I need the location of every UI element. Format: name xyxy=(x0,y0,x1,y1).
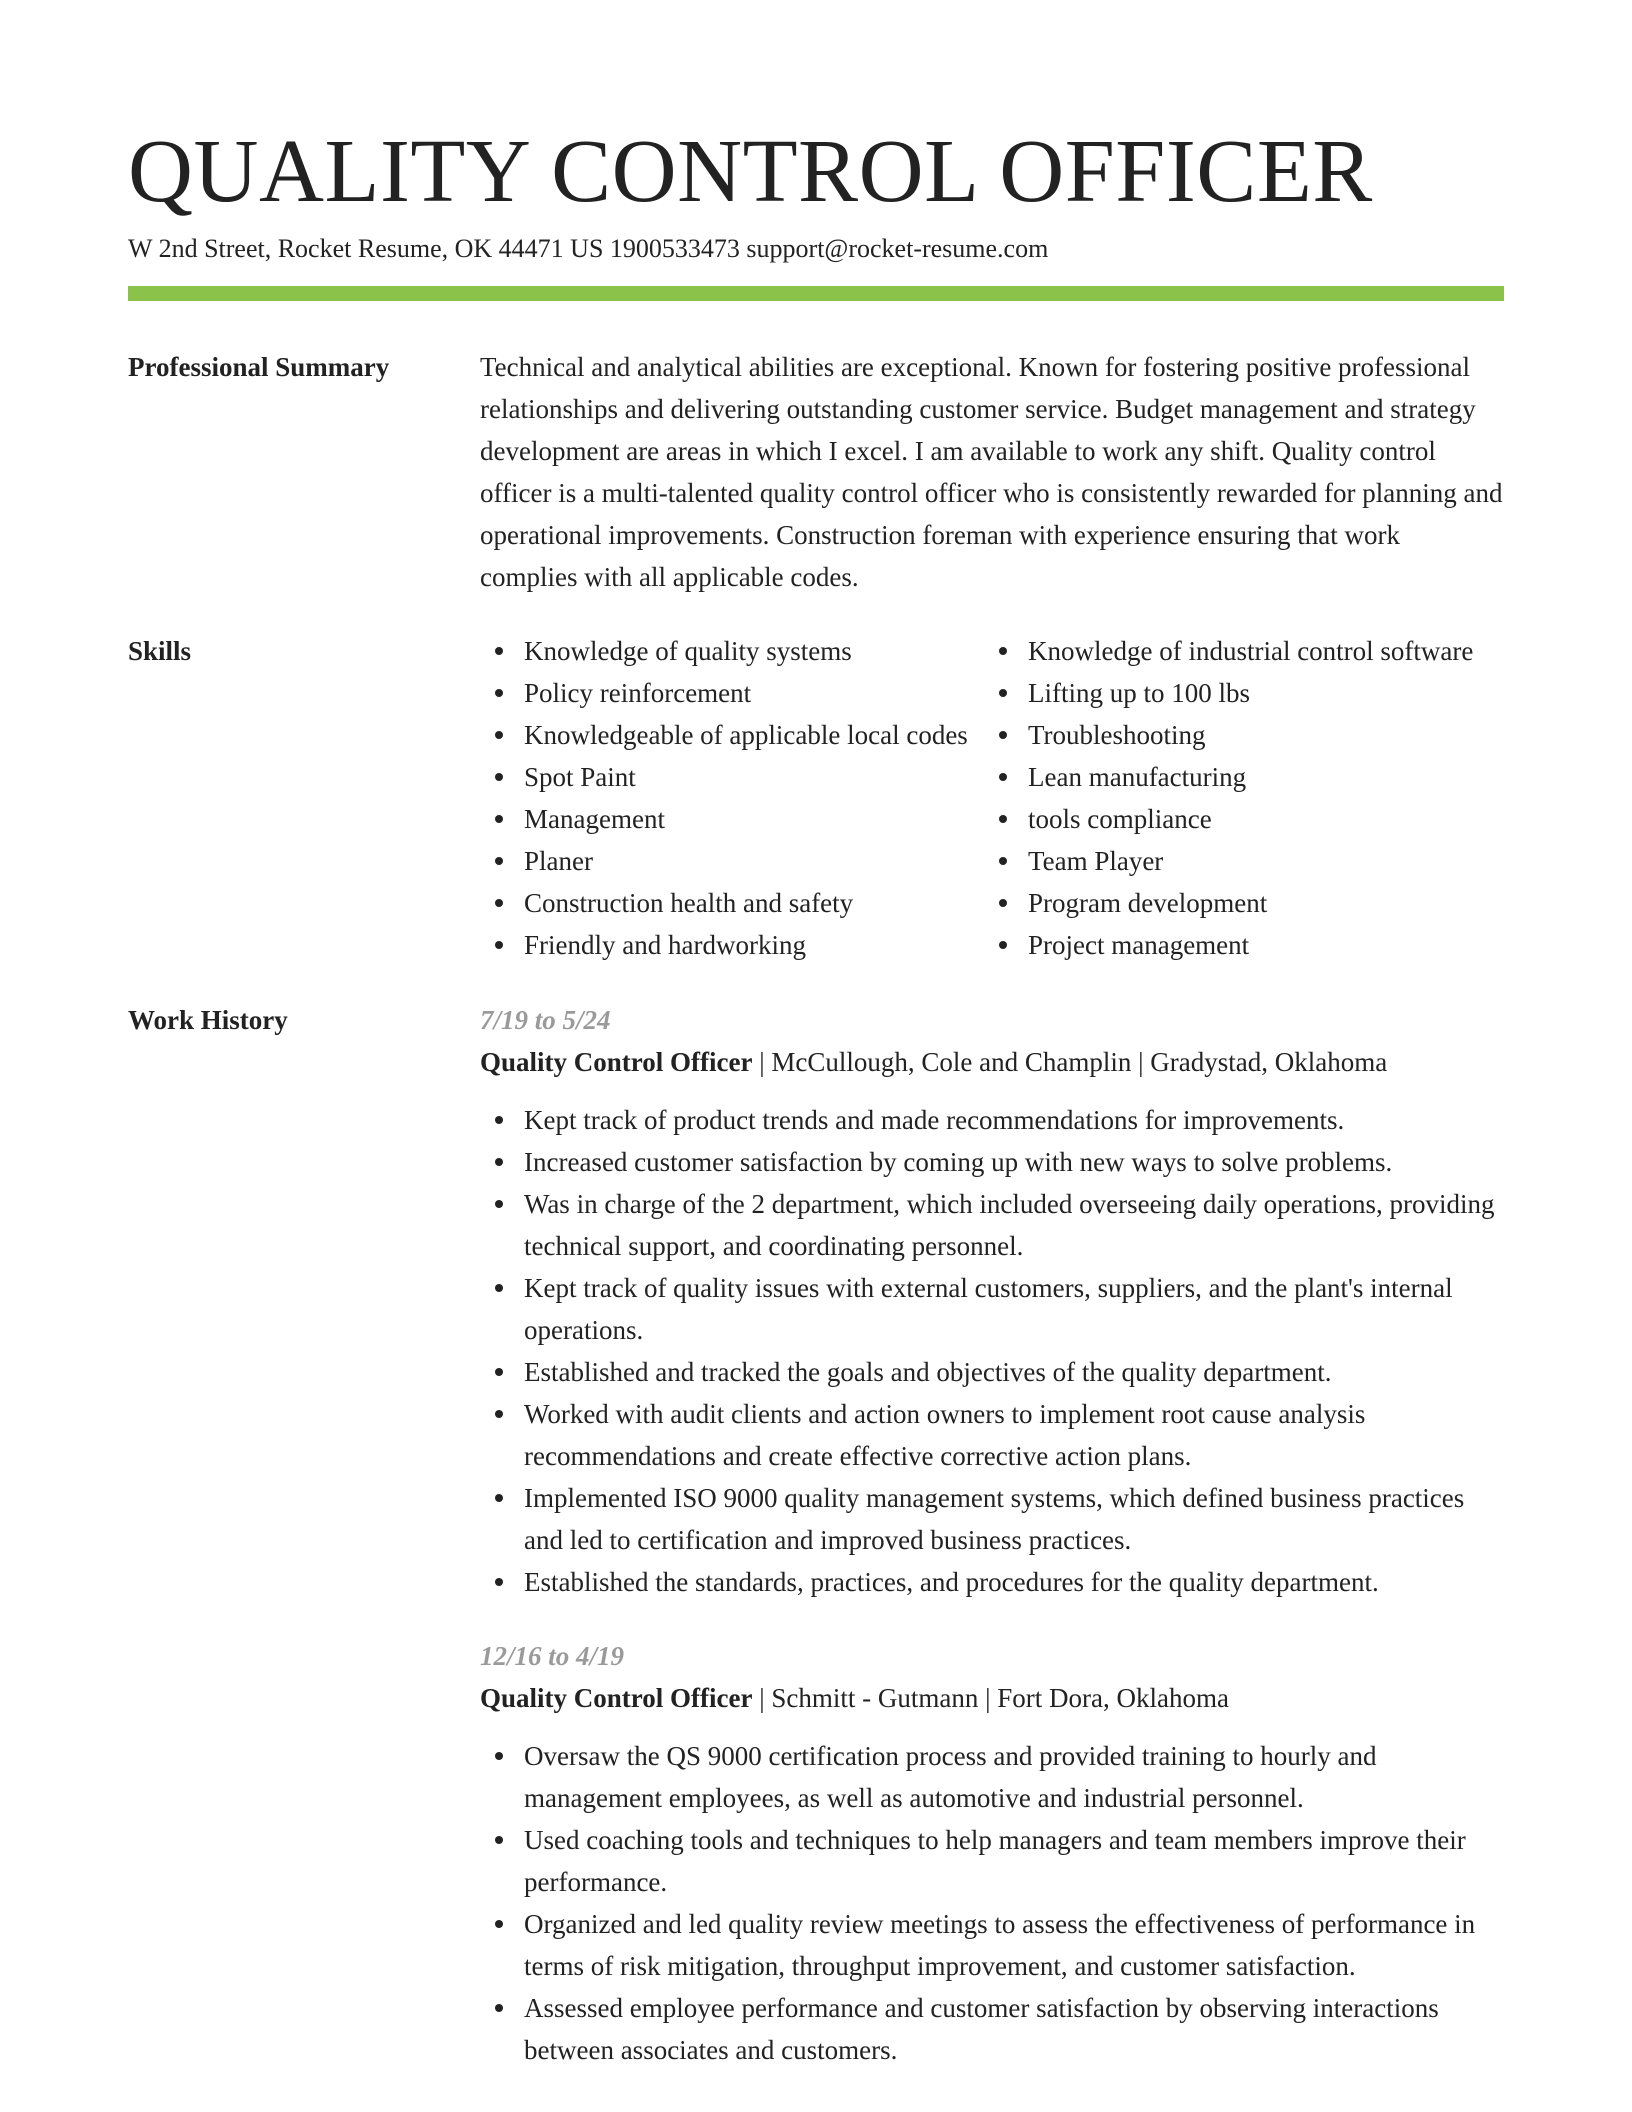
skills-column-2 xyxy=(984,630,1504,966)
skill-item: Construction health and safety xyxy=(480,882,984,924)
job-spacer xyxy=(480,1603,1504,1635)
job-entry xyxy=(480,999,1504,1603)
job-bullet: Established and tracked the goals and objectives of the quality department. xyxy=(480,1351,1504,1393)
header-divider xyxy=(128,286,1504,301)
job-dates: 12/16 to 4/19 xyxy=(480,1641,625,1671)
job-dates: 7/19 to 5/24 xyxy=(480,1005,611,1035)
skill-item: Knowledge of quality systems xyxy=(480,630,984,672)
skill-item: Knowledge of industrial control software xyxy=(984,630,1504,672)
skill-item: Lifting up to 100 lbs xyxy=(984,672,1504,714)
skill-item: Spot Paint xyxy=(480,756,984,798)
skill-item: Troubleshooting xyxy=(984,714,1504,756)
job-employer-location: | Schmitt - Gutmann | Fort Dora, Oklahoma xyxy=(752,1683,1229,1713)
job-bullet: Kept track of product trends and made recommendations for improvements. xyxy=(480,1099,1504,1141)
job-heading xyxy=(480,1677,1504,1719)
skill-item: Lean manufacturing xyxy=(984,756,1504,798)
work-history-label: Work History xyxy=(128,1005,288,1035)
skills-column-1 xyxy=(480,630,984,966)
job-bullet: Oversaw the QS 9000 certification process and provided training to hourly and management employees, as well as automotive and industrial personnel. xyxy=(480,1735,1504,1819)
job-title: Quality Control Officer xyxy=(480,1047,753,1077)
skills-body xyxy=(480,630,1504,966)
skill-item: Knowledgeable of applicable local codes xyxy=(480,714,984,756)
skill-item: Project management xyxy=(984,924,1504,966)
job-responsibilities xyxy=(480,1735,1504,2071)
resume-name-heading: QUALITY CONTROL OFFICER xyxy=(128,122,1373,221)
skills-label: Skills xyxy=(128,636,192,666)
job-bullet: Established the standards, practices, and procedures for the quality department. xyxy=(480,1561,1504,1603)
job-bullet: Implemented ISO 9000 quality management systems, which defined business practices and led to certification and improved business practices. xyxy=(480,1477,1504,1561)
job-heading xyxy=(480,1041,1504,1083)
summary-label: Professional Summary xyxy=(128,352,390,382)
skill-item: Planer xyxy=(480,840,984,882)
job-responsibilities xyxy=(480,1099,1504,1603)
summary-body xyxy=(480,346,1504,598)
job-bullet: Used coaching tools and techniques to help managers and team members improve their performance. xyxy=(480,1819,1504,1903)
job-bullet: Increased customer satisfaction by coming up with new ways to solve problems. xyxy=(480,1141,1504,1183)
job-bullet: Assessed employee performance and customer satisfaction by observing interactions between associates and customers. xyxy=(480,1987,1504,2071)
skill-item: Friendly and hardworking xyxy=(480,924,984,966)
skill-item: Management xyxy=(480,798,984,840)
work-history-body xyxy=(480,999,1504,2071)
job-entry xyxy=(480,1635,1504,2071)
job-bullet: Worked with audit clients and action owners to implement root cause analysis recommendations and create effective corrective action plans. xyxy=(480,1393,1504,1477)
skill-item: tools compliance xyxy=(984,798,1504,840)
job-bullet: Kept track of quality issues with external customers, suppliers, and the plant's internal operations. xyxy=(480,1267,1504,1351)
contact-line: W 2nd Street, Rocket Resume, OK 44471 US 1900533473 support@rocket-resume.com xyxy=(128,234,1049,263)
summary-text: Technical and analytical abilities are exceptional. Known for fostering positive professional relationships and delivering outstanding customer service. Budget management and strategy development are areas in which I excel. I am available to work any shift. Quality control officer is a multi-talented quality control officer who is consistently rewarded for planning and operational improvements. Construction foreman with experience ensuring that work complies with all applicable codes. xyxy=(480,352,1503,592)
job-title: Quality Control Officer xyxy=(480,1683,753,1713)
job-bullet: Was in charge of the 2 department, which included overseeing daily operations, providing technical support, and coordinating personnel. xyxy=(480,1183,1504,1267)
job-employer-location: | McCullough, Cole and Champlin | Gradystad, Oklahoma xyxy=(752,1047,1388,1077)
skill-item: Team Player xyxy=(984,840,1504,882)
skill-item: Program development xyxy=(984,882,1504,924)
job-bullet: Organized and led quality review meetings to assess the effectiveness of performance in terms of risk mitigation, throughput improvement, and customer satisfaction. xyxy=(480,1903,1504,1987)
skill-item: Policy reinforcement xyxy=(480,672,984,714)
